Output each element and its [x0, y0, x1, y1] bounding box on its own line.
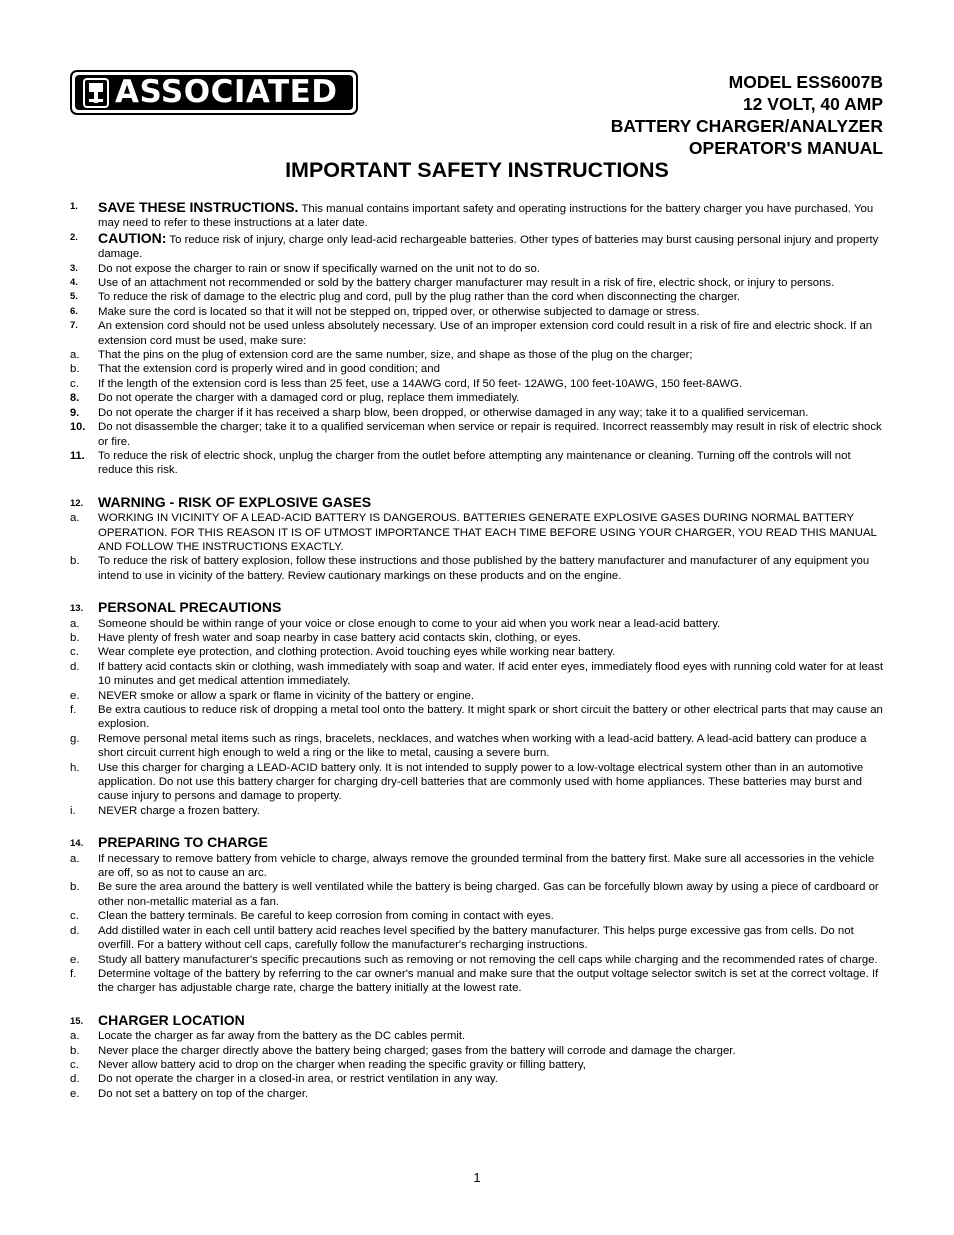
sub-item	[70, 660, 884, 689]
sub-item	[70, 377, 884, 391]
sub-letter: g.	[70, 732, 80, 745]
sub-letter: e.	[70, 689, 80, 702]
instruction-item	[70, 391, 884, 405]
sub-text: Be extra cautious to reduce risk of dropping a metal tool onto the battery. It might spark or short circuit the battery or other electrical parts that may cause an explosion.	[98, 704, 883, 731]
section-number: 15.	[70, 1015, 84, 1027]
item-body: Do not expose the charger to rain or snow if specifically warned on the unit not to do so.	[98, 262, 540, 275]
item-number: 1.	[70, 201, 78, 212]
item-text: Do not disassemble the charger; take it to a qualified serviceman when service or repair is required. Incorrect reassembly may result in risk of electric shock or fire.	[98, 421, 882, 448]
sub-text: Never place the charger directly above the battery being charged; gases from the battery will corrode and damage the charger.	[98, 1044, 736, 1057]
item-number: 3.	[70, 262, 78, 274]
instruction-item	[70, 406, 884, 420]
section	[70, 834, 884, 995]
sub-item	[70, 689, 884, 703]
item-text	[98, 319, 884, 348]
item-number: 4.	[70, 277, 78, 289]
sub-item	[70, 732, 884, 761]
item-number: 10.	[70, 421, 86, 434]
sub-letter: b.	[70, 881, 80, 894]
sub-letter: d.	[70, 660, 80, 673]
sub-letter: i.	[70, 804, 76, 817]
general-instructions-continued	[70, 391, 884, 477]
sub-letter: a.	[70, 349, 80, 362]
item-text	[98, 290, 884, 304]
sub-item	[70, 804, 884, 818]
instruction-item	[70, 276, 884, 290]
sub-text: Be sure the area around the battery is well ventilated while the battery is being charged. Gas can be forcefully blown away by using a piece of cardboard or other non-metallic material as a fan.	[98, 881, 879, 908]
section-heading: PERSONAL PRECAUTIONS	[98, 599, 282, 616]
sub-text: NEVER charge a frozen battery.	[98, 804, 260, 817]
sub-item	[70, 617, 884, 631]
page-number: 1	[473, 1170, 481, 1185]
sub-text: That the extension cord is properly wired and in good condition; and	[98, 363, 440, 376]
sub-item	[70, 967, 884, 996]
section-header	[70, 1012, 884, 1029]
safety-sections	[70, 494, 884, 1101]
sub-letter: h.	[70, 761, 80, 774]
sub-letter: c.	[70, 1058, 79, 1071]
model-number: MODEL ESS6007B	[728, 72, 883, 92]
item-text	[98, 200, 884, 231]
sub-letter: d.	[70, 924, 80, 937]
section-header	[70, 834, 884, 851]
item-lead: SAVE THESE INSTRUCTIONS.	[98, 199, 299, 215]
sub-text: NEVER smoke or allow a spark or flame in vicinity of the battery or engine.	[98, 689, 475, 702]
sub-text: Do not set a battery on top of the charger.	[98, 1087, 309, 1100]
model-rating: 12 VOLT, 40 AMP	[742, 94, 883, 114]
sub-item	[70, 880, 884, 909]
instruction-item	[70, 420, 884, 449]
item-body: To reduce risk of injury, charge only lead-acid rechargeable batteries. Other types of batteries may burst causing personal injury and property damage.	[98, 233, 879, 261]
sub-item	[70, 348, 884, 362]
item-text: Do not operate the charger if it has received a sharp blow, been dropped, or otherwise damaged in any way; take it to a qualified serviceman.	[98, 406, 809, 419]
sub-letter: f.	[70, 967, 77, 980]
sub-text: Locate the charger as far away from the battery as the DC cables permit.	[98, 1030, 466, 1043]
sub-text: Do not operate the charger in a closed-in area, or restrict ventilation in any way.	[98, 1073, 498, 1086]
sub-text: Someone should be within range of your voice or close enough to come to your aid when you work near a lead-acid battery.	[98, 617, 721, 630]
sub-text: That the pins on the plug of extension cord are the same number, size, and shape as those of the plug on the charger;	[98, 349, 693, 362]
section-number: 12.	[70, 497, 84, 509]
sub-letter: d.	[70, 1073, 80, 1086]
sub-item	[70, 554, 884, 583]
item-number: 7.	[70, 320, 78, 332]
instruction-item	[70, 290, 884, 304]
section-heading: WARNING - RISK OF EXPLOSIVE GASES	[98, 493, 372, 510]
item-number: 11.	[70, 449, 85, 462]
instruction-item	[70, 305, 884, 319]
product-name: BATTERY CHARGER/ANALYZER	[610, 116, 883, 136]
item-body: To reduce the risk of damage to the electric plug and cord, pull by the plug rather than the cord when disconnecting the charger.	[98, 291, 741, 304]
sub-text: Wear complete eye protection, and clothing protection. Avoid touching eyes while working near battery.	[98, 646, 616, 659]
sub-letter: e.	[70, 953, 80, 966]
instruction-item	[70, 319, 884, 348]
extension-cord-conditions	[70, 348, 884, 391]
sub-item	[70, 1072, 884, 1086]
sub-item	[70, 1058, 884, 1072]
item-text	[98, 231, 884, 262]
instruction-item	[70, 200, 884, 231]
instruction-item	[70, 449, 884, 478]
sub-item	[70, 1087, 884, 1101]
section	[70, 494, 884, 583]
item-text	[98, 305, 884, 319]
sub-text: If battery acid contacts skin or clothing, wash immediately with soap and water. If acid enter eyes, immediately flood eyes with running cold water for at least 10 minutes and get medical attention immediately.	[98, 660, 884, 688]
instruction-item	[70, 262, 884, 276]
sub-item	[70, 511, 884, 554]
section-header	[70, 494, 884, 511]
section-number: 13.	[70, 603, 84, 615]
instruction-item	[70, 231, 884, 262]
item-text: Do not operate the charger with a damaged cord or plug, replace them immediately.	[98, 392, 520, 405]
instructions-body	[70, 200, 884, 1101]
manual-name: OPERATOR'S MANUAL	[688, 138, 883, 158]
sub-letter: a.	[70, 617, 80, 630]
sub-text: Add distilled water in each cell until battery acid reaches level specified by the battery manufacturer. This helps purge excessive gas from cells. Do not overfill. For a battery without cell caps, carefully follow the manufacturer's recharging instructions.	[98, 924, 854, 952]
associated-logo	[70, 70, 358, 115]
sub-item	[70, 1044, 884, 1058]
sub-text: Never allow battery acid to drop on the charger when reading the specific gravity or filling battery,	[98, 1058, 586, 1071]
item-body: Make sure the cord is located so that it will not be stepped on, tripped over, or otherwise subjected to damage or stress.	[98, 305, 700, 318]
sub-item	[70, 631, 884, 645]
section-header	[70, 599, 884, 616]
item-lead: CAUTION:	[98, 229, 167, 246]
sub-letter: c.	[70, 646, 79, 659]
sub-text: Determine voltage of the battery by referring to the car owner's manual and make sure that the output voltage selector switch is set at the correct voltage. If the charger has adjustable charge rate, charge the battery initially at the lowest rate.	[98, 967, 879, 995]
sub-item	[70, 953, 884, 967]
item-body: An extension cord should not be used unless absolutely necessary. Use of an improper extension cord could result in a risk of fire and electric shock. If an extension cord must be used, make sure:	[98, 320, 873, 347]
model-header	[611, 71, 883, 159]
sub-item	[70, 761, 884, 804]
sub-letter: b.	[70, 363, 80, 376]
item-number: 6.	[70, 305, 78, 317]
section-heading: CHARGER LOCATION	[98, 1011, 245, 1028]
sub-letter: b.	[70, 555, 80, 568]
sub-letter: e.	[70, 1087, 80, 1100]
sub-letter: f.	[70, 704, 77, 716]
sub-text: Use this charger for charging a LEAD-ACID battery only. It is not intended to supply power to a low-voltage electrical system other than in an automotive application. Do not use this battery charger for charging dry-cell batteries that are commonly used with home appliances. These batteries may burst and cause injury to persons and damage to property.	[98, 761, 864, 803]
sub-text: Clean the battery terminals. Be careful to keep corrosion from coming in contact with eyes.	[98, 910, 554, 923]
section-number: 14.	[70, 838, 84, 850]
sub-item	[70, 645, 884, 659]
sub-letter: c.	[70, 910, 79, 923]
section	[70, 599, 884, 818]
sub-text: Have plenty of fresh water and soap nearby in case battery acid contacts skin, clothing, or eyes.	[98, 631, 582, 644]
item-body: This manual contains important safety and operating instructions for the battery charger you have purchased. You may need to refer to these instructions at a later date.	[98, 203, 874, 230]
section-heading: PREPARING TO CHARGE	[98, 834, 268, 851]
item-text	[98, 262, 884, 276]
sub-letter: a.	[70, 852, 80, 865]
sub-text: To reduce the risk of battery explosion, follow these instructions and those published by the battery manufacturer and manufacturer of any equipment you intend to use in vicinity of the battery. Review cautionary markings on these products and on the engine.	[98, 555, 870, 582]
page-title: IMPORTANT SAFETY INSTRUCTIONS	[285, 158, 669, 182]
item-number: 9.	[70, 406, 80, 419]
sub-item	[70, 703, 884, 732]
sub-text: If the length of the extension cord is less than 25 feet, use a 14AWG cord, If 50 feet- 12AWG, 100 feet-10AWG, 150 feet-8AWG.	[98, 377, 743, 390]
item-text	[98, 276, 884, 290]
logo-plate	[75, 75, 353, 110]
sub-text: Remove personal metal items such as rings, bracelets, necklaces, and watches when working with a lead-acid battery. A lead-acid battery can produce a short circuit current high enough to weld a ring or the like to metal, causing a severe burn.	[98, 732, 867, 760]
sub-item	[70, 924, 884, 953]
sub-letter: b.	[70, 631, 80, 644]
general-instructions	[70, 200, 884, 348]
sub-text: WORKING IN VICINITY OF A LEAD-ACID BATTERY IS DANGEROUS. BATTERIES GENERATE EXPLOSIVE GASES DURING NORMAL BATTERY OPERATION. FOR THIS REASON IT IS OF UTMOST IMPORTANCE THAT EACH TIME BEFORE USING YOUR CHARGER, YOU READ THIS MANUAL AND FOLLOW THE INSTRUCTIONS EXACTLY.	[98, 512, 877, 553]
sub-item	[70, 1029, 884, 1043]
sub-item	[70, 852, 884, 881]
sub-item	[70, 909, 884, 923]
item-number: 5.	[70, 291, 78, 303]
sub-text: If necessary to remove battery from vehicle to charge, always remove the grounded terminal from the battery first. Make sure all accessories in the vehicle are off, so as not to cause an arc.	[98, 852, 875, 880]
item-body: Use of an attachment not recommended or sold by the battery charger manufacturer may result in a risk of fire, electric shock, or injury to persons.	[98, 277, 835, 290]
item-number: 8.	[70, 392, 80, 405]
sub-letter: a.	[70, 1030, 80, 1043]
sub-letter: c.	[70, 377, 79, 390]
battery-logo-icon	[83, 78, 109, 108]
sub-letter: a.	[70, 512, 80, 525]
sub-item	[70, 362, 884, 376]
sub-text: Study all battery manufacturer's specific precautions such as removing or not removing the cell caps while charging and the recommended rates of charge.	[98, 953, 878, 966]
section	[70, 1012, 884, 1101]
item-text: To reduce the risk of electric shock, unplug the charger from the outlet before attempting any maintenance or cleaning. Turning off the controls will not reduce this risk.	[98, 449, 851, 477]
item-number: 2.	[70, 231, 78, 243]
sub-letter: b.	[70, 1044, 80, 1057]
logo-wordmark: ASSOCIATED	[115, 74, 338, 110]
